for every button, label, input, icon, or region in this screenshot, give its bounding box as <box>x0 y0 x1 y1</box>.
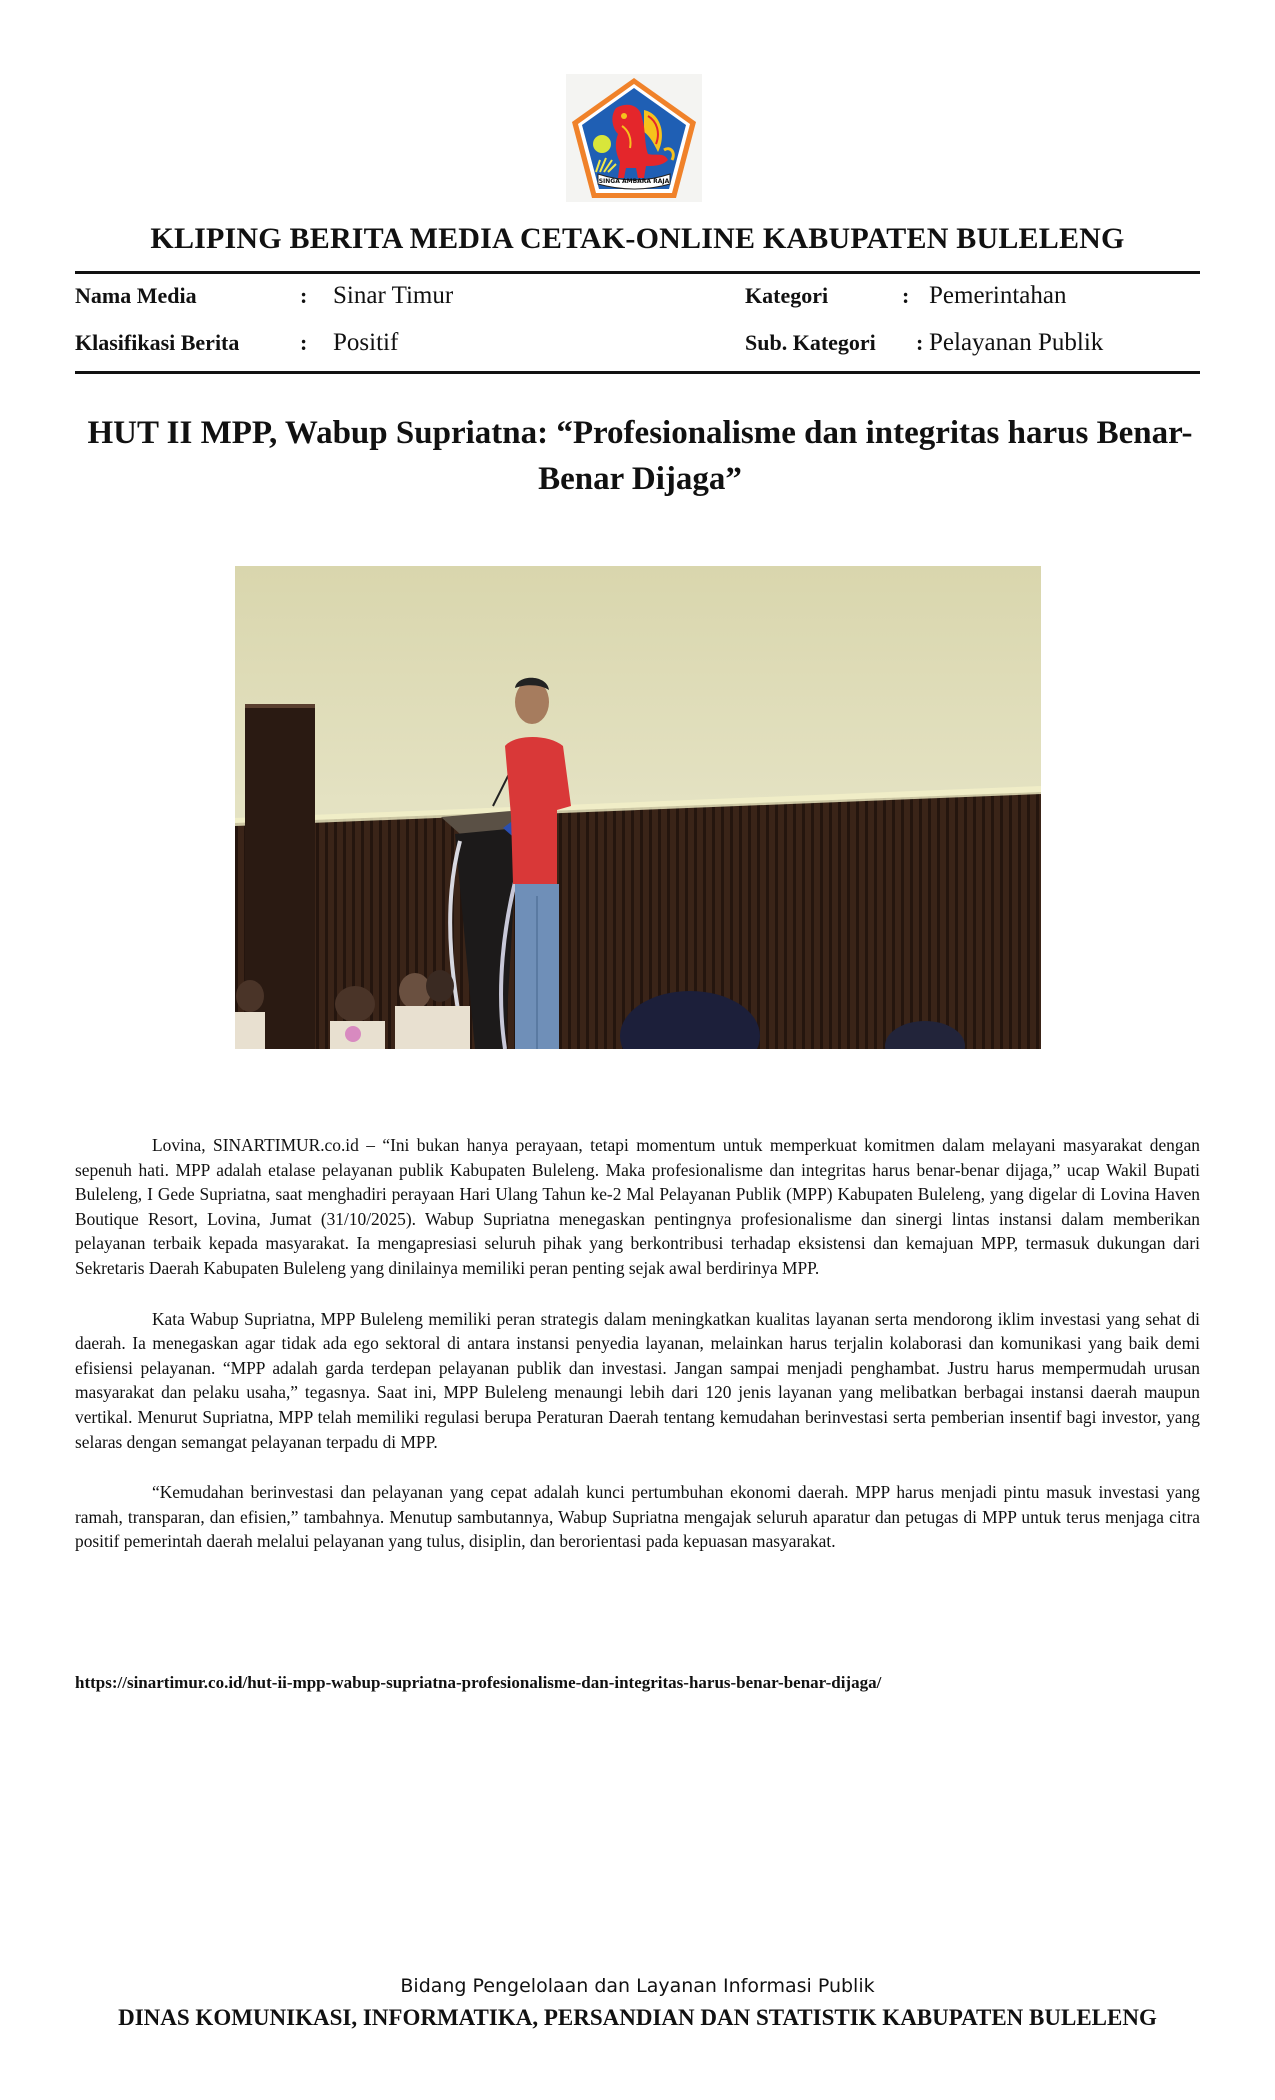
sub-category-value: Pelayanan Publik <box>929 329 1104 356</box>
article-paragraph: Kata Wabup Supriatna, MPP Buleleng memiliki peran strategis dalam meningkatkan kualitas layanan serta mendorong iklim investasi yang sehat di daerah. Ia menegaskan agar tidak ada ego sektoral di antara instansi penyedia layanan, melainkan harus terjalin kolaborasi dan komunikasi yang baik demi efisiensi pelayanan. “MPP adalah garda terdepan pelayanan publik dan investasi. Jangan sampai menjadi penghambat. Justru harus mempermudah urusan masyarakat dan pelaku usaha,” tegasnya. Saat ini, MPP Buleleng menaungi lebih dari 120 jenis layanan yang melibatkan berbagai instansi daerah maupun vertikal. Menurut Supriatna, MPP telah memiliki regulasi berupa Peraturan Daerah tentang kemudahan berinvestasi serta pemberian insentif bagi investor, yang selaras dengan semangat pelayanan terpadu di MPP. <box>75 1308 1200 1452</box>
news-classification-value: Positif <box>333 329 399 356</box>
media-name-label: Nama Media <box>75 283 197 308</box>
top-divider <box>75 271 1200 274</box>
buleleng-regency-logo <box>566 74 702 202</box>
media-name-value: Sinar Timur <box>333 282 454 309</box>
article-body <box>75 1133 1200 1580</box>
source-url-link[interactable]: https://sinartimur.co.id/hut-ii-mpp-wabup-supriatna-profesionalisme-dan-integritas-harus-benar-benar-dijaga/ <box>75 1673 882 1692</box>
logo-motto: SINGA AMBARA RAJA <box>598 178 670 185</box>
category-colon: : <box>902 283 910 308</box>
article-photo <box>235 566 1041 1049</box>
article-paragraph: Lovina, SINARTIMUR.co.id – “Ini bukan hanya perayaan, tetapi momentum untuk memperkuat komitmen dalam melayani masyarakat dengan sepenuh hati. MPP adalah etalase pelayanan publik Kabupaten Buleleng. Maka profesionalisme dan integritas harus benar-benar dijaga,” ucap Wakil Bupati Buleleng, I Gede Supriatna, saat menghadiri perayaan Hari Ulang Tahun ke-2 Mal Pelayanan Publik (MPP) Kabupaten Buleleng, yang digelar di Lovina Haven Boutique Resort, Lovina, Jumat (31/10/2025). Wabup Supriatna menegaskan pentingnya profesionalisme dan sinergi lintas instansi dalam memberikan pelayanan terbaik kepada masyarakat. Ia mengapresiasi seluruh pihak yang berkontribusi terhadap eksistensi dan kemajuan MPP, termasuk dukungan dari Sekretaris Daerah Kabupaten Buleleng yang dinilainya memiliki peran penting sejak awal berdirinya MPP. <box>75 1135 1200 1278</box>
document-title: KLIPING BERITA MEDIA CETAK-ONLINE KABUPATEN BULELENG <box>150 222 1125 255</box>
category-value: Pemerintahan <box>929 282 1067 309</box>
sub-category-colon: : <box>916 330 924 355</box>
news-classification-colon: : <box>300 330 308 355</box>
footer-unit-name: Bidang Pengelolaan dan Layanan Informasi Publik <box>400 1975 875 1997</box>
article-paragraph: “Kemudahan berinvestasi dan pelayanan yang cepat adalah kunci pertumbuhan ekonomi daerah. MPP harus menjadi pintu masuk investasi yang ramah, transparan, dan efisien,” tambahnya. Menutup sambutannya, Wabup Supriatna mengajak seluruh aparatur dan petugas di MPP untuk terus menjaga citra positif pemerintah daerah melalui pelayanan yang tulus, disiplin, dan berorientasi pada kepuasan masyarakat. <box>75 1482 1200 1552</box>
bottom-divider <box>75 371 1200 374</box>
article-headline: HUT II MPP, Wabup Supriatna: “Profesionalisme dan integritas harus Benar-Benar Dijaga” <box>87 415 1193 497</box>
sub-category-label: Sub. Kategori <box>745 330 876 355</box>
media-name-colon: : <box>300 283 308 308</box>
news-classification-label: Klasifikasi Berita <box>75 330 240 355</box>
footer-agency-name: DINAS KOMUNIKASI, INFORMATIKA, PERSANDIAN DAN STATISTIK KABUPATEN BULELENG <box>118 2005 1157 2030</box>
category-label: Kategori <box>745 283 829 308</box>
